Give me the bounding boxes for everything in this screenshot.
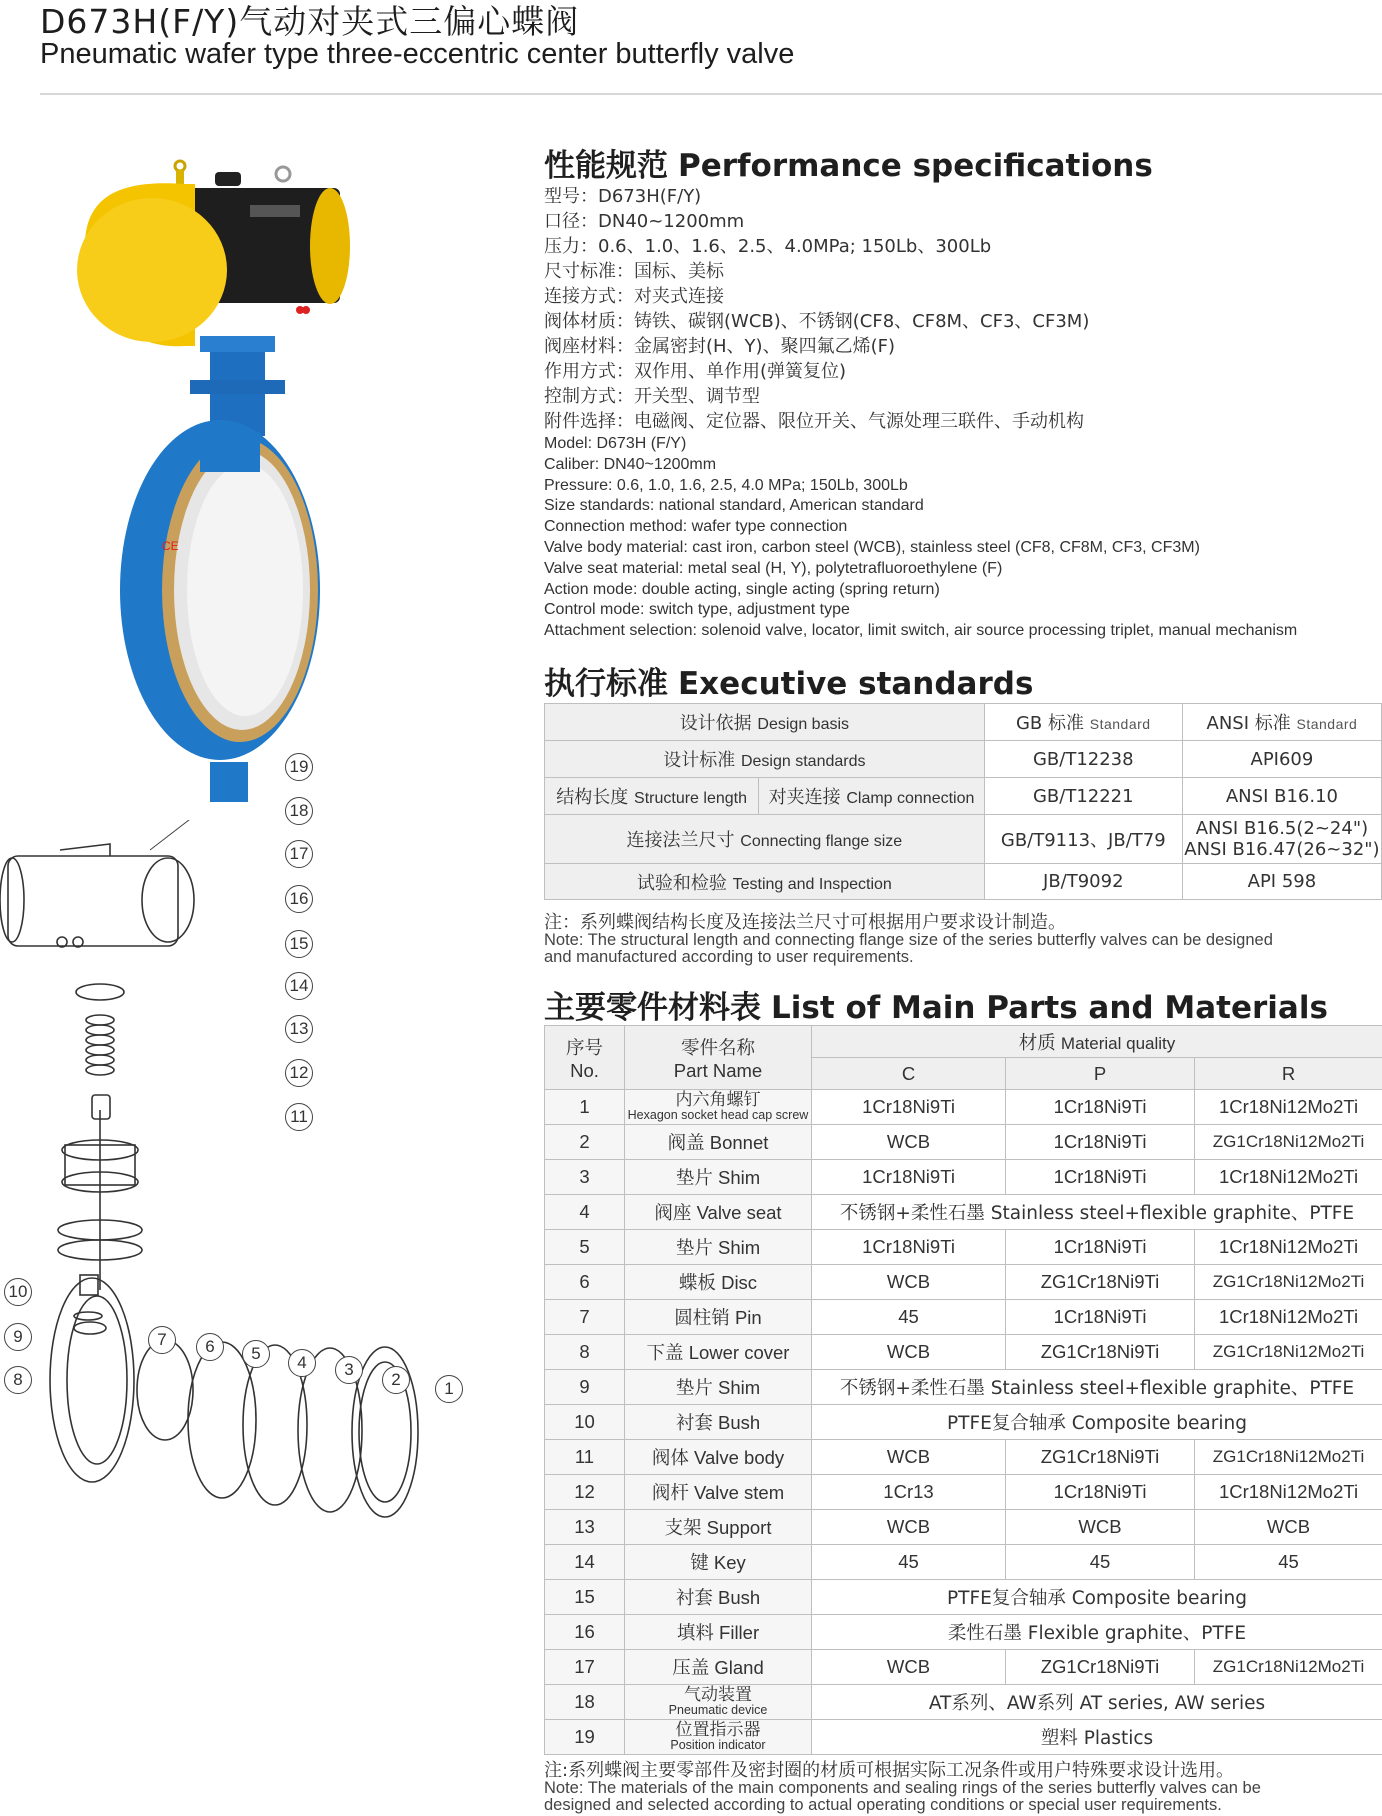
table-row bbox=[545, 1230, 1382, 1265]
material-cell: ZG1Cr18Ni12Mo2Ti bbox=[1195, 1650, 1382, 1685]
table-cell: ANSI B16.5(2~24") ANSI B16.47(26~32") bbox=[1182, 815, 1381, 864]
material-cell: WCB bbox=[812, 1510, 1006, 1545]
page-subtitle: Pneumatic wafer type three-eccentric center butterfly valve bbox=[40, 38, 795, 70]
spec-line-en: Control mode: switch type, adjustment type bbox=[544, 601, 850, 619]
part-name-cell: 垫片 Shim bbox=[625, 1370, 812, 1405]
part-number-cell: 13 bbox=[545, 1510, 625, 1545]
part-number-cell: 9 bbox=[545, 1370, 625, 1405]
spec-line-en: Valve seat material: metal seal (H, Y), polytetrafluoroethylene (F) bbox=[544, 559, 1003, 577]
header-cell: ANSI 标准 Standard bbox=[1182, 704, 1381, 741]
part-number-cell: 16 bbox=[545, 1615, 625, 1650]
material-cell: ZG1Cr18Ni12Mo2Ti bbox=[1195, 1265, 1382, 1300]
spec-line-en: Connection method: wafer type connection bbox=[544, 518, 848, 536]
spec-line-en: Pressure: 0.6, 1.0, 1.6, 2.5, 4.0 MPa; 150Lb, 300Lb bbox=[544, 476, 908, 494]
part-number-cell: 12 bbox=[545, 1475, 625, 1510]
material-cell: 1Cr18Ni12Mo2Ti bbox=[1195, 1230, 1382, 1265]
material-cell: ZG1Cr18Ni9Ti bbox=[1006, 1440, 1195, 1475]
material-cell: 1Cr18Ni9Ti bbox=[1006, 1300, 1195, 1335]
part-number-cell: 8 bbox=[545, 1335, 625, 1370]
table-row bbox=[545, 1615, 1382, 1650]
table-header-row bbox=[545, 1026, 1382, 1058]
part-number-cell: 6 bbox=[545, 1265, 625, 1300]
material-cell: 塑料 Plastics bbox=[812, 1720, 1382, 1755]
material-cell: 1Cr18Ni9Ti bbox=[812, 1230, 1006, 1265]
material-cell: 1Cr18Ni12Mo2Ti bbox=[1195, 1300, 1382, 1335]
material-cell: ZG1Cr18Ni12Mo2Ti bbox=[1195, 1125, 1382, 1160]
callout-18: 18 bbox=[285, 797, 313, 825]
spec-line-en: Size standards: national standard, American standard bbox=[544, 497, 924, 515]
callout-15: 15 bbox=[285, 930, 313, 958]
material-cell: ZG1Cr18Ni9Ti bbox=[1006, 1265, 1195, 1300]
spec-line-en: Model: D673H (F/Y) bbox=[544, 435, 687, 452]
material-cell: WCB bbox=[1195, 1510, 1382, 1545]
material-cell: 1Cr18Ni9Ti bbox=[1006, 1160, 1195, 1195]
header-cell: 序号 No. bbox=[545, 1026, 625, 1090]
material-cell: 柔性石墨 Flexible graphite、PTFE bbox=[812, 1615, 1382, 1650]
spec-line-cn: 连接方式：对夹式连接 bbox=[544, 286, 724, 307]
table-row bbox=[545, 1510, 1382, 1545]
material-cell: 1Cr18Ni12Mo2Ti bbox=[1195, 1090, 1382, 1125]
title-divider bbox=[40, 93, 1382, 95]
executive-heading-en: Executive standards bbox=[678, 666, 1034, 702]
material-cell: 不锈钢+柔性石墨 Stainless steel+flexible graphite、PTFE bbox=[812, 1195, 1382, 1230]
parts-table-body bbox=[545, 1090, 1382, 1755]
material-cell: 45 bbox=[1195, 1545, 1382, 1580]
table-row bbox=[545, 1685, 1382, 1720]
callout-1: 1 bbox=[435, 1375, 463, 1403]
header-cell: C bbox=[812, 1058, 1006, 1090]
performance-heading-cn: 性能规范 bbox=[544, 148, 668, 184]
spec-line-cn: 控制方式：开关型、调节型 bbox=[544, 386, 760, 407]
material-cell: ZG1Cr18Ni9Ti bbox=[1006, 1335, 1195, 1370]
material-cell: 1Cr18Ni9Ti bbox=[1006, 1125, 1195, 1160]
spec-line-cn: 型号：D673H(F/Y) bbox=[544, 186, 702, 207]
table-row bbox=[545, 1300, 1382, 1335]
callout-5: 5 bbox=[242, 1340, 270, 1368]
part-number-cell: 19 bbox=[545, 1720, 625, 1755]
executive-note-en: Note: The structural length and connecting flange size of the series butterfly valves can be designed and manufactured according to user requirements. bbox=[544, 931, 1273, 966]
performance-spec-list bbox=[544, 184, 1297, 642]
executive-standards-table bbox=[544, 703, 1382, 900]
callout-14: 14 bbox=[285, 972, 313, 1000]
part-number-cell: 3 bbox=[545, 1160, 625, 1195]
spec-line-en: Attachment selection: solenoid valve, locator, limit switch, air source processing triplet, manual mechanism bbox=[544, 622, 1298, 640]
callout-4: 4 bbox=[288, 1349, 316, 1377]
table-row bbox=[545, 1335, 1382, 1370]
table-row bbox=[545, 1440, 1382, 1475]
part-number-cell: 11 bbox=[545, 1440, 625, 1475]
part-name-cell: 阀盖 Bonnet bbox=[625, 1125, 812, 1160]
part-number-cell: 18 bbox=[545, 1685, 625, 1720]
material-cell: WCB bbox=[812, 1440, 1006, 1475]
header-cell: 材质 Material quality bbox=[812, 1026, 1382, 1058]
callout-13: 13 bbox=[285, 1015, 313, 1043]
executive-heading bbox=[544, 658, 1033, 703]
part-name-cell: 圆柱销 Pin bbox=[625, 1300, 812, 1335]
table-row bbox=[545, 1650, 1382, 1685]
valve-product-photo bbox=[70, 150, 370, 820]
material-cell: PTFE复合轴承 Composite bearing bbox=[812, 1405, 1382, 1440]
part-number-cell: 1 bbox=[545, 1090, 625, 1125]
table-cell: 结构长度 Structure length bbox=[545, 778, 759, 815]
spec-line-cn: 附件选择：电磁阀、定位器、限位开关、气源处理三联件、手动机构 bbox=[544, 411, 1084, 432]
part-name-cell: 蝶板 Disc bbox=[625, 1265, 812, 1300]
material-cell: 45 bbox=[1006, 1545, 1195, 1580]
part-name-cell: 垫片 Shim bbox=[625, 1230, 812, 1265]
material-cell: ZG1Cr18Ni12Mo2Ti bbox=[1195, 1440, 1382, 1475]
part-name-cell: 键 Key bbox=[625, 1545, 812, 1580]
table-cell: API 598 bbox=[1182, 864, 1381, 900]
table-cell: ANSI B16.10 bbox=[1182, 778, 1381, 815]
part-number-cell: 17 bbox=[545, 1650, 625, 1685]
part-number-cell: 7 bbox=[545, 1300, 625, 1335]
page-title: D673H(F/Y)气动对夹式三偏心蝶阀 bbox=[40, 2, 580, 41]
table-cell: GB/T12221 bbox=[984, 778, 1182, 815]
material-cell: 1Cr18Ni9Ti bbox=[1006, 1475, 1195, 1510]
part-number-cell: 15 bbox=[545, 1580, 625, 1615]
material-cell: 1Cr18Ni9Ti bbox=[1006, 1230, 1195, 1265]
part-name-cell: 阀体 Valve body bbox=[625, 1440, 812, 1475]
spec-line-cn: 压力：0.6、1.0、1.6、2.5、4.0MPa; 150Lb、300Lb bbox=[544, 236, 992, 257]
material-cell: 1Cr18Ni9Ti bbox=[812, 1160, 1006, 1195]
spec-line-en: Action mode: double acting, single acting (spring return) bbox=[544, 580, 940, 598]
table-row bbox=[545, 1125, 1382, 1160]
table-cell: 对夹连接 Clamp connection bbox=[759, 778, 984, 815]
part-name-cell: 位置指示器 Position indicator bbox=[625, 1720, 812, 1755]
material-cell: ZG1Cr18Ni12Mo2Ti bbox=[1195, 1335, 1382, 1370]
material-cell: 1Cr18Ni12Mo2Ti bbox=[1195, 1475, 1382, 1510]
header-cell: 设计依据 Design basis bbox=[545, 704, 985, 741]
parts-heading bbox=[544, 982, 1328, 1027]
callout-7: 7 bbox=[148, 1326, 176, 1354]
part-name-cell: 下盖 Lower cover bbox=[625, 1335, 812, 1370]
table-row bbox=[545, 815, 1382, 864]
table-row bbox=[545, 1090, 1382, 1125]
callout-17: 17 bbox=[285, 840, 313, 868]
table-row bbox=[545, 741, 1382, 778]
part-number-cell: 14 bbox=[545, 1545, 625, 1580]
svg-text:CE: CE bbox=[162, 539, 179, 553]
parts-heading-en: List of Main Parts and Materials bbox=[771, 990, 1328, 1026]
part-name-cell: 压盖 Gland bbox=[625, 1650, 812, 1685]
parts-materials-table bbox=[544, 1025, 1382, 1755]
material-cell: WCB bbox=[812, 1335, 1006, 1370]
material-cell: WCB bbox=[812, 1125, 1006, 1160]
callout-11: 11 bbox=[285, 1103, 313, 1131]
header-cell: GB 标准 Standard bbox=[984, 704, 1182, 741]
callout-6: 6 bbox=[196, 1333, 224, 1361]
callout-3: 3 bbox=[335, 1356, 363, 1384]
part-name-cell: 衬套 Bush bbox=[625, 1405, 812, 1440]
material-cell: 1Cr13 bbox=[812, 1475, 1006, 1510]
performance-heading-en: Performance specifications bbox=[678, 148, 1153, 184]
header-cell: R bbox=[1195, 1058, 1382, 1090]
table-cell: GB/T9113、JB/T79 bbox=[984, 815, 1182, 864]
callout-19: 19 bbox=[285, 753, 313, 781]
part-name-cell: 衬套 Bush bbox=[625, 1580, 812, 1615]
executive-note-cn: 注：系列蝶阀结构长度及连接法兰尺寸可根据用户要求设计制造。 bbox=[544, 912, 1066, 933]
part-name-cell: 阀杆 Valve stem bbox=[625, 1475, 812, 1510]
callout-10: 10 bbox=[4, 1278, 32, 1306]
table-row bbox=[545, 778, 1382, 815]
table-cell: API609 bbox=[1182, 741, 1381, 778]
part-name-cell: 气动装置 Pneumatic device bbox=[625, 1685, 812, 1720]
table-row bbox=[545, 864, 1382, 900]
material-cell: 45 bbox=[812, 1300, 1006, 1335]
material-cell: ZG1Cr18Ni9Ti bbox=[1006, 1650, 1195, 1685]
exploded-view-drawing bbox=[0, 820, 470, 1640]
table-cell: 试验和检验 Testing and Inspection bbox=[545, 864, 985, 900]
part-number-cell: 2 bbox=[545, 1125, 625, 1160]
material-cell: WCB bbox=[1006, 1510, 1195, 1545]
table-row bbox=[545, 1160, 1382, 1195]
table-cell: 设计标准 Design standards bbox=[545, 741, 985, 778]
part-name-cell: 填料 Filler bbox=[625, 1615, 812, 1650]
callout-8: 8 bbox=[4, 1366, 32, 1394]
table-row bbox=[545, 1545, 1382, 1580]
material-cell: AT系列、AW系列 AT series, AW series bbox=[812, 1685, 1382, 1720]
callout-9: 9 bbox=[4, 1323, 32, 1351]
callout-2: 2 bbox=[382, 1366, 410, 1394]
spec-line-cn: 阀座材料：金属密封(H、Y)、聚四氟乙烯(F) bbox=[544, 336, 895, 357]
callout-16: 16 bbox=[285, 885, 313, 913]
material-cell: 1Cr18Ni9Ti bbox=[812, 1090, 1006, 1125]
performance-heading bbox=[544, 140, 1153, 185]
executive-heading-cn: 执行标准 bbox=[544, 666, 668, 702]
material-cell: WCB bbox=[812, 1650, 1006, 1685]
material-cell: 1Cr18Ni12Mo2Ti bbox=[1195, 1160, 1382, 1195]
parts-note-cn: 注:系列蝶阀主要零部件及密封圈的材质可根据实际工况条件或用户特殊要求设计选用。 bbox=[544, 1760, 1235, 1781]
material-cell: 45 bbox=[812, 1545, 1006, 1580]
table-row bbox=[545, 1720, 1382, 1755]
spec-line-cn: 口径：DN40~1200mm bbox=[544, 211, 745, 232]
table-row bbox=[545, 1405, 1382, 1440]
material-cell: 不锈钢+柔性石墨 Stainless steel+flexible graphite、PTFE bbox=[812, 1370, 1382, 1405]
table-row bbox=[545, 1265, 1382, 1300]
table-cell: GB/T12238 bbox=[984, 741, 1182, 778]
part-number-cell: 4 bbox=[545, 1195, 625, 1230]
part-name-cell: 阀座 Valve seat bbox=[625, 1195, 812, 1230]
table-row bbox=[545, 1580, 1382, 1615]
spec-line-cn: 尺寸标准：国标、美标 bbox=[544, 261, 724, 282]
callout-12: 12 bbox=[285, 1059, 313, 1087]
table-row bbox=[545, 1475, 1382, 1510]
table-row bbox=[545, 1195, 1382, 1230]
parts-note-en: Note: The materials of the main components and sealing rings of the series butterfly valves can be designed and selected according to actual operating conditions or special user requirements. bbox=[544, 1779, 1261, 1814]
parts-heading-cn: 主要零件材料表 bbox=[544, 990, 761, 1026]
part-number-cell: 10 bbox=[545, 1405, 625, 1440]
header-cell: P bbox=[1006, 1058, 1195, 1090]
spec-line-en: Caliber: DN40~1200mm bbox=[544, 455, 717, 473]
table-cell: JB/T9092 bbox=[984, 864, 1182, 900]
spec-line-en: Valve body material: cast iron, carbon steel (WCB), stainless steel (CF8, CF8M, CF3, CF3M) bbox=[544, 538, 1200, 556]
material-cell: PTFE复合轴承 Composite bearing bbox=[812, 1580, 1382, 1615]
part-name-cell: 支架 Support bbox=[625, 1510, 812, 1545]
spec-line-cn: 阀体材质：铸铁、碳钢(WCB)、不锈钢(CF8、CF8M、CF3、CF3M) bbox=[544, 311, 1090, 332]
header-cell: 零件名称 Part Name bbox=[625, 1026, 812, 1090]
material-cell: WCB bbox=[812, 1265, 1006, 1300]
table-row bbox=[545, 1370, 1382, 1405]
table-cell: 连接法兰尺寸 Connecting flange size bbox=[545, 815, 985, 864]
spec-line-cn: 作用方式：双作用、单作用(弹簧复位) bbox=[544, 361, 847, 382]
material-cell: 1Cr18Ni9Ti bbox=[1006, 1090, 1195, 1125]
part-number-cell: 5 bbox=[545, 1230, 625, 1265]
table-row bbox=[545, 704, 1382, 741]
part-name-cell: 内六角螺钉 Hexagon socket head cap screw bbox=[625, 1090, 812, 1125]
part-name-cell: 垫片 Shim bbox=[625, 1160, 812, 1195]
